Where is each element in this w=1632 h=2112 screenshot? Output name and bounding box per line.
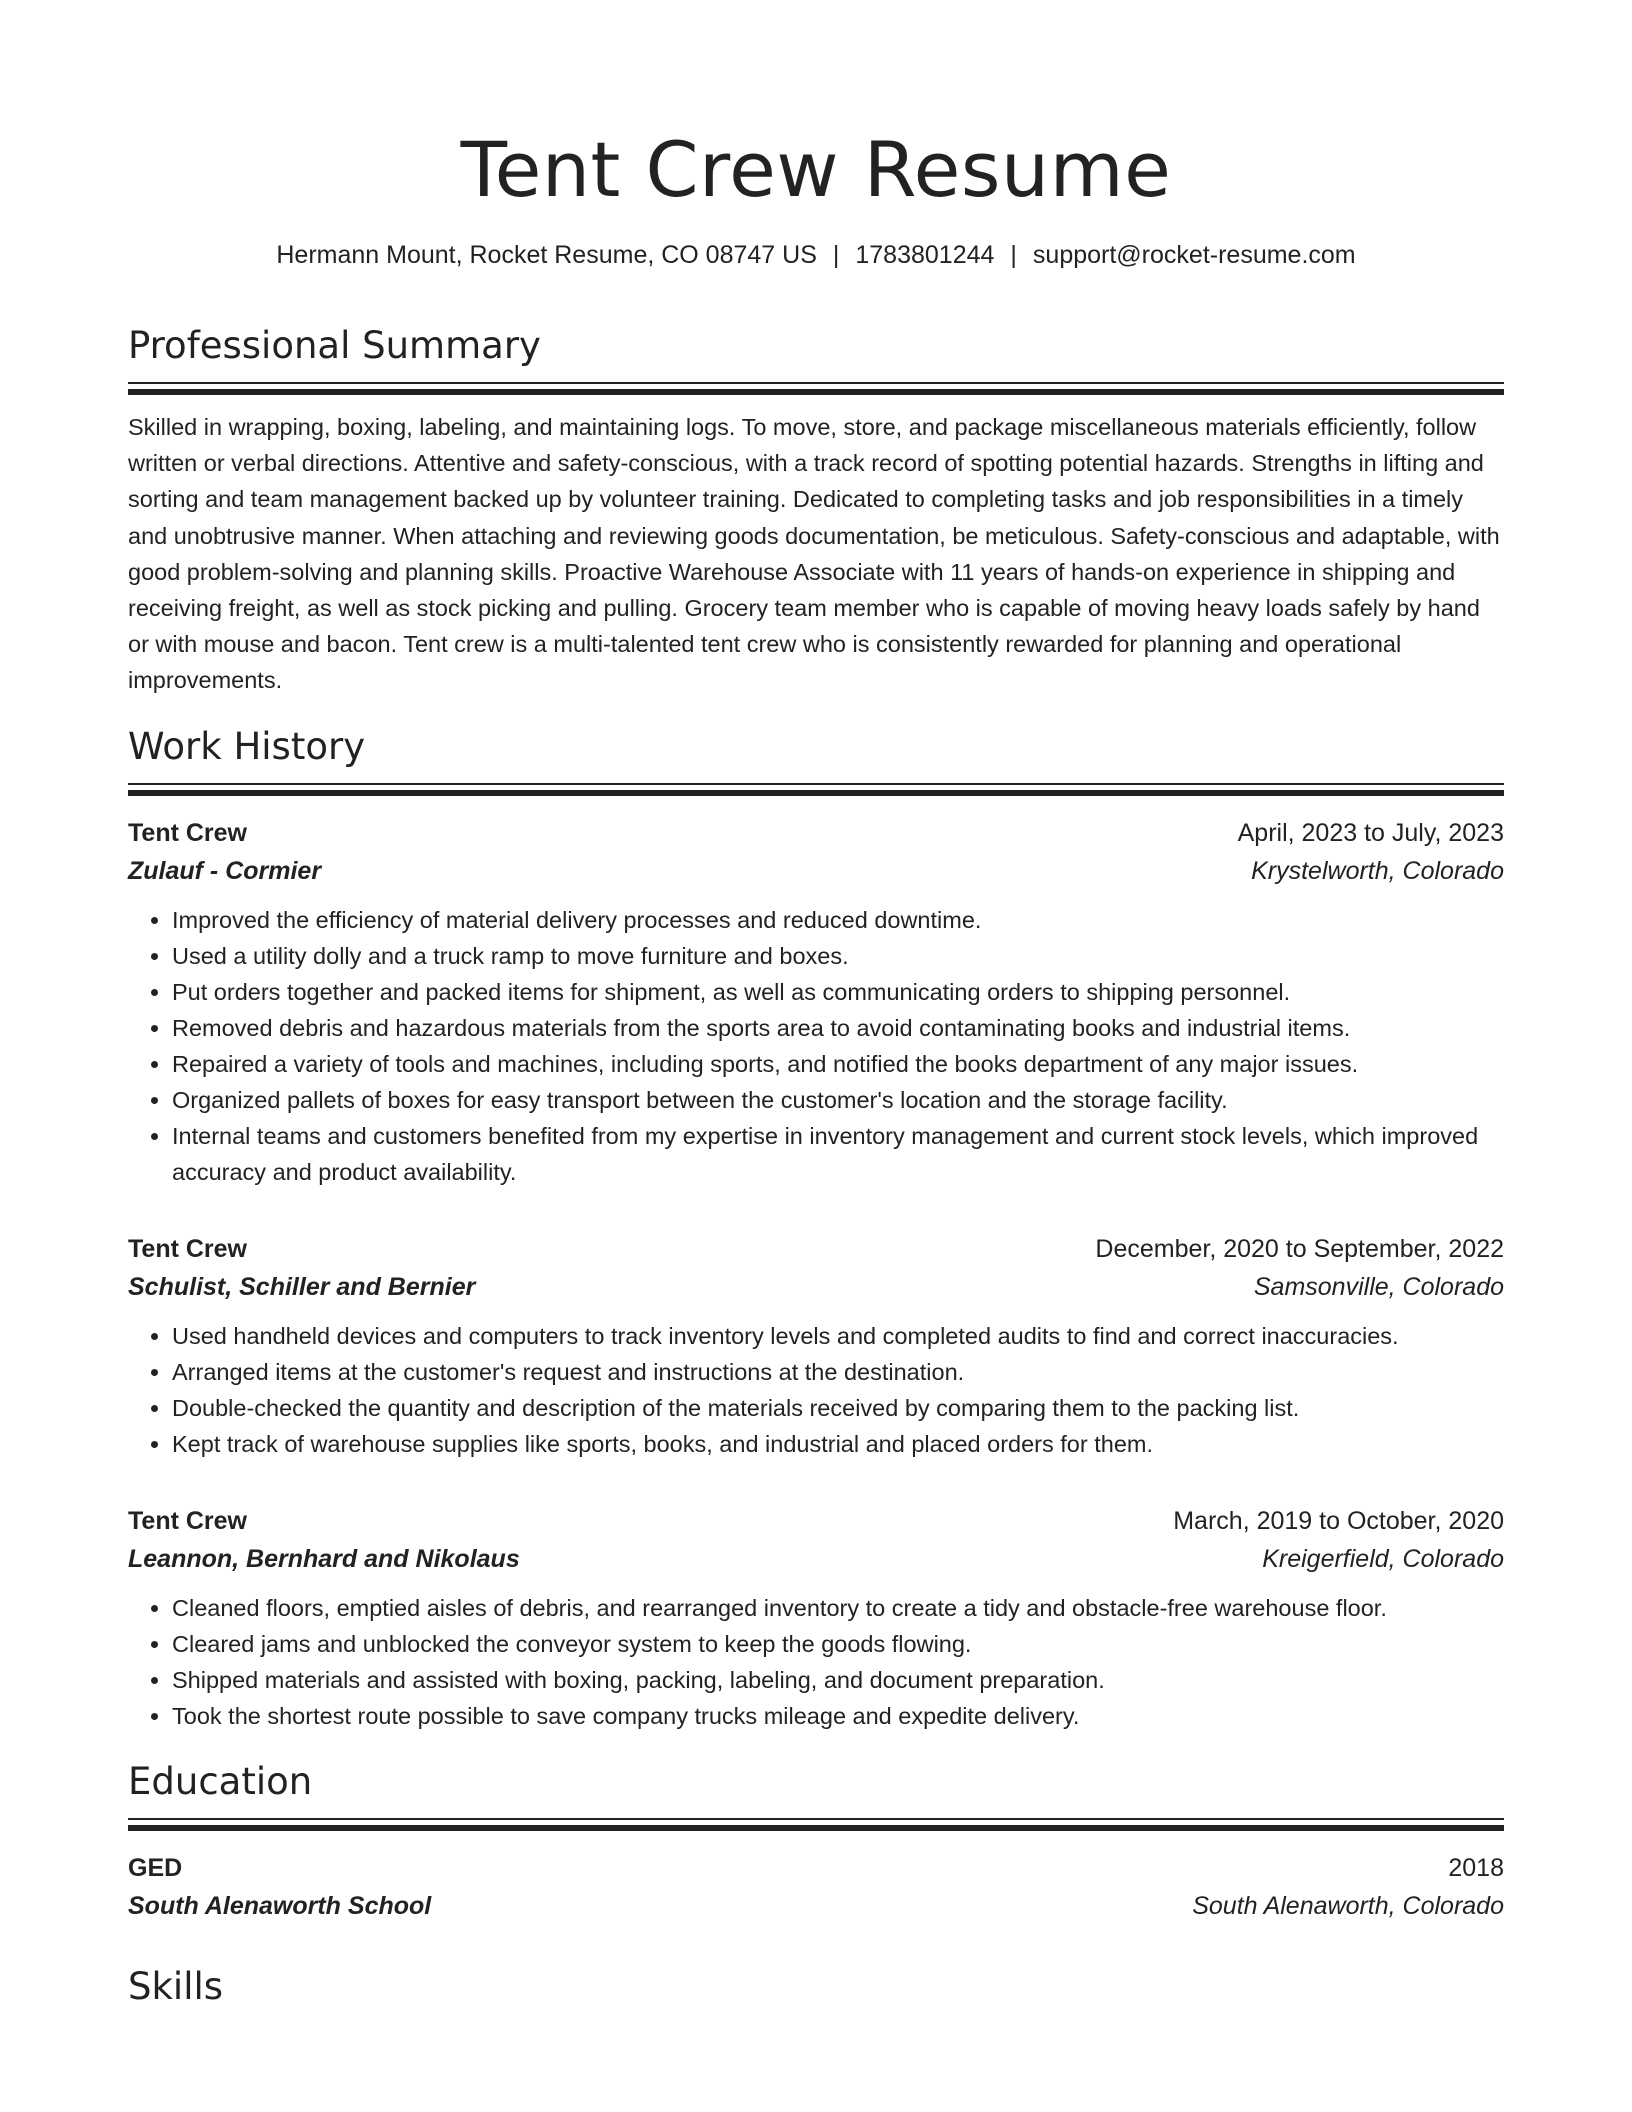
education-degree: GED [128,1853,183,1882]
contact-phone: 1783801244 [855,241,995,269]
job-bullet: • Improved the efficiency of material delivery processes and reduced downtime. [172,902,1504,938]
job-company: Leannon, Bernhard and Nikolaus [128,1544,520,1573]
job-bullet: • Arranged items at the customer's request and instructions at the destination. [172,1354,1504,1390]
job-entry [128,1230,1504,1462]
section-divider-thick [128,790,1504,796]
section-divider [128,382,1504,384]
education-location: South Alenaworth, Colorado [1192,1891,1504,1920]
job-bullets [128,902,1504,1190]
contact-line [128,238,1504,272]
summary-text: Skilled in wrapping, boxing, labeling, and maintaining logs. To move, store, and package miscellaneous materials efficiently, follow written or verbal directions. Attentive and safety-conscious, with a track record of spotting potential hazards. Strengths in lifting and sorting and team management backed up by volunteer training. Dedicated to completing tasks and job responsibilities in a timely and unobtrusive manner. When attaching and reviewing goods documentation, be meticulous. Safety-conscious and adaptable, with good problem-solving and planning skills. Proactive Warehouse Associate with 11 years of hands-on experience in shipping and receiving freight, as well as stock picking and pulling. Grocery team member who is capable of moving heavy loads safely by hand or with mouse and bacon. Tent crew is a multi-talented tent crew who is consistently rewarded for planning and operational improvements. [128,414,1500,694]
skills-section [128,1963,1504,2011]
work-history-heading: Work History [128,724,366,768]
job-bullet: • Double-checked the quantity and description of the materials received by comparing them to the packing list. [172,1390,1504,1426]
education-heading: Education [128,1759,313,1803]
job-bullet: • Removed debris and hazardous materials from the sports area to avoid contaminating books and industrial items. [172,1010,1504,1046]
job-bullet: • Cleaned floors, emptied aisles of debris, and rearranged inventory to create a tidy and obstacle-free warehouse floor. [172,1590,1504,1626]
skills-heading: Skills [128,1964,224,2008]
job-bullet: • Cleared jams and unblocked the conveyor system to keep the goods flowing. [172,1626,1504,1662]
job-location: Kreigerfield, Colorado [1262,1544,1504,1573]
job-title: Tent Crew [128,1506,247,1535]
job-location: Samsonville, Colorado [1253,1272,1504,1301]
work-history-section [128,723,1504,1734]
contact-separator: | [1010,241,1017,269]
resume-title: Tent Crew Resume [460,125,1172,214]
section-divider-thick [128,389,1504,395]
job-entry [128,1502,1504,1734]
job-bullet: • Used a utility dolly and a truck ramp to move furniture and boxes. [172,938,1504,974]
section-divider-thick [128,1825,1504,1831]
job-dates: March, 2019 to October, 2020 [1173,1506,1504,1535]
job-bullet: • Organized pallets of boxes for easy transport between the customer's location and the storage facility. [172,1082,1504,1118]
section-divider [128,1818,1504,1820]
job-dates: December, 2020 to September, 2022 [1095,1234,1504,1263]
job-title: Tent Crew [128,818,247,847]
education-section [128,1758,1504,1925]
job-bullet: • Put orders together and packed items for shipment, as well as communicating orders to shipping personnel. [172,974,1504,1010]
section-divider [128,783,1504,785]
contact-email: support@rocket-resume.com [1032,241,1356,269]
job-company: Schulist, Schiller and Bernier [128,1272,476,1301]
job-bullets [128,1590,1504,1734]
job-bullets [128,1318,1504,1462]
job-dates: April, 2023 to July, 2023 [1237,818,1504,847]
resume-page [128,0,1504,2011]
summary-heading: Professional Summary [128,324,541,367]
education-year: 2018 [1448,1853,1504,1882]
job-bullet: • Used handheld devices and computers to track inventory levels and completed audits to find and correct inaccuracies. [172,1318,1504,1354]
job-bullet: • Took the shortest route possible to save company trucks mileage and expedite delivery. [172,1698,1504,1734]
education-entry [128,1849,1504,1925]
job-bullet: • Internal teams and customers benefited from my expertise in inventory management and current stock levels, which improved accuracy and product availability. [172,1118,1504,1190]
job-bullet: • Shipped materials and assisted with boxing, packing, labeling, and document preparation. [172,1662,1504,1698]
job-bullet: • Kept track of warehouse supplies like sports, books, and industrial and placed orders for them. [172,1426,1504,1462]
contact-address: Hermann Mount, Rocket Resume, CO 08747 US [276,241,817,269]
job-bullet: • Repaired a variety of tools and machines, including sports, and notified the books department of any major issues. [172,1046,1504,1082]
summary-section [128,322,1504,699]
job-entry [128,814,1504,1190]
contact-separator: | [832,241,840,269]
job-location: Krystelworth, Colorado [1251,856,1504,885]
job-title: Tent Crew [128,1234,247,1263]
job-company: Zulauf - Cormier [128,856,322,885]
education-school: South Alenaworth School [128,1891,432,1920]
